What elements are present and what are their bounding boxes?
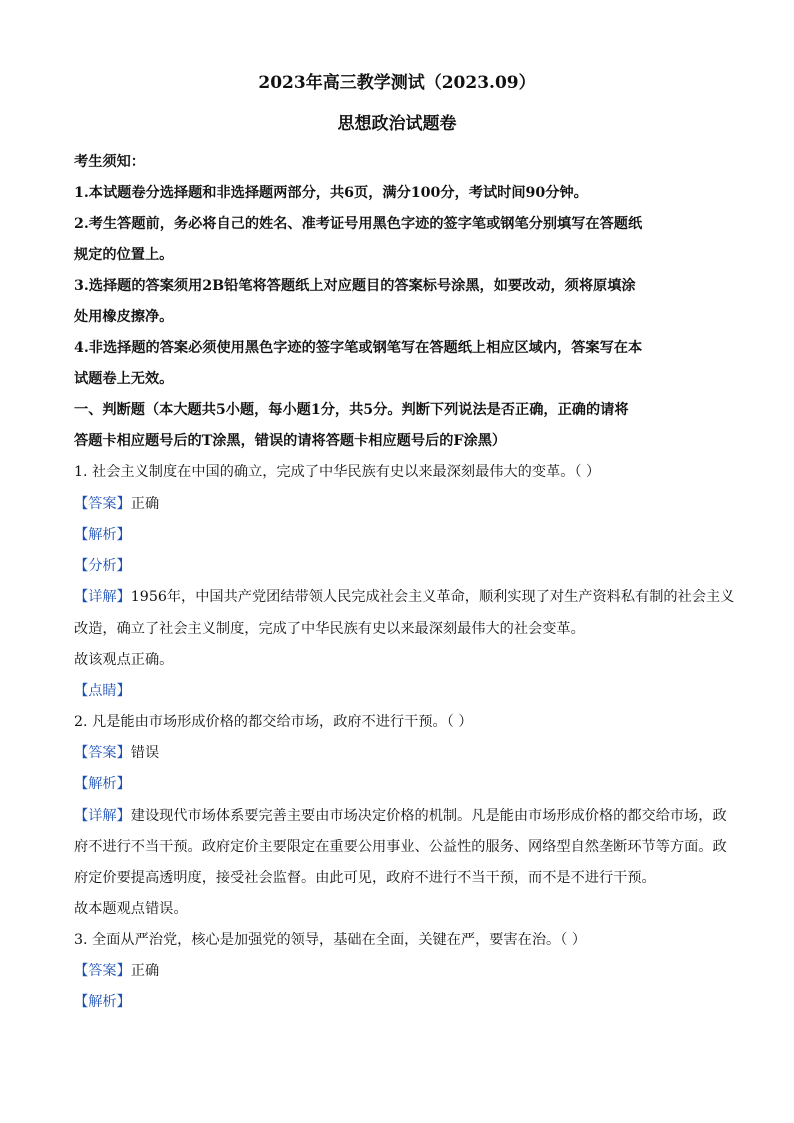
notice-item-2-cont: 规定的位置上。 (74, 247, 174, 263)
notice-item-2: 2.考生答题前，务必将自己的姓名、准考证号用黑色字迹的签字笔或钢笔分别填写在答题纸 (74, 216, 643, 232)
q1-detail-cont: 改造，确立了社会主义制度，完成了中华民族有史以来最深刻最伟大的社会变革。 (74, 621, 585, 637)
q1-conclusion: 故该观点正确。 (74, 652, 174, 668)
detail-tag: 【详解】 (74, 589, 131, 605)
detail-tag: 【详解】 (74, 808, 131, 824)
notice-heading: 考生须知： (74, 154, 145, 170)
q2-detail (74, 807, 734, 825)
q2-answer (74, 744, 734, 762)
notice-item-3: 3.选择题的答案须用2B铅笔将答题纸上对应题目的答案标号涂黑，如要改动，须将原填涂 (74, 278, 636, 294)
q1-analysis-tag: 【解析】 (74, 527, 131, 543)
notice-item-1: 1.本试题卷分选择题和非选择题两部分，共6页，满分100分，考试时间90分钟。 (74, 185, 588, 201)
q2-analysis-tag: 【解析】 (74, 776, 131, 792)
section-heading-cont: 答题卡相应题号后的T涂黑，错误的请将答题卡相应题号后的F涂黑） (74, 433, 507, 449)
answer-text: 正确 (130, 496, 160, 512)
answer-tag: 【答案】 (74, 745, 131, 761)
detail-text: 建设现代市场体系要完善主要由市场决定价格的机制。凡是能由市场形成价格的都交给市场，政 (130, 808, 727, 824)
question-3: 3. 全面从严治党，核心是加强党的领导，基础在全面，关键在严，要害在治。（ ） (74, 932, 587, 948)
q1-dianjing-tag: 【点睛】 (74, 683, 131, 699)
section-heading: 一、判断题（本大题共5小题，每小题1分，共5分。判断下列说法是否正确，正确的请将 (74, 402, 629, 418)
answer-tag: 【答案】 (74, 496, 131, 512)
q2-detail-cont-2: 府定价要提高透明度，接受社会监督。由此可见，政府不进行不当干预，而不是不进行干预。 (74, 870, 656, 886)
detail-text: 1956年，中国共产党团结带领人民完成社会主义革命，顺利实现了对生产资料私有制的社会主义 (130, 589, 735, 605)
answer-text: 正确 (130, 963, 160, 979)
answer-text: 错误 (130, 745, 160, 761)
notice-item-3-cont: 处用橡皮擦净。 (74, 309, 174, 325)
answer-tag: 【答案】 (74, 963, 131, 979)
q2-conclusion: 故本题观点错误。 (74, 901, 188, 917)
notice-item-4: 4.非选择题的答案必须使用黑色字迹的签字笔或钢笔写在答题纸上相应区域内，答案写在本 (74, 340, 643, 356)
question-2: 2. 凡是能由市场形成价格的都交给市场，政府不进行干预。（ ） (74, 714, 473, 730)
question-1: 1. 社会主义制度在中国的确立，完成了中华民族有史以来最深刻最伟大的变革。（ ） (74, 464, 601, 480)
q1-answer (74, 495, 734, 513)
page-title: 2023年高三教学测试（2023.09） (258, 73, 536, 93)
q3-answer (74, 962, 734, 980)
q1-detail (74, 588, 734, 606)
notice-item-4-cont: 试题卷上无效。 (74, 371, 174, 387)
page-subtitle: 思想政治试题卷 (337, 114, 457, 134)
q1-fenxi-tag: 【分析】 (74, 558, 131, 574)
q2-detail-cont-1: 府不进行不当干预。政府定价主要限定在重要公用事业、公益性的服务、网络型自然垄断环节等方面。政 (74, 839, 727, 855)
q3-analysis-tag: 【解析】 (74, 994, 131, 1010)
